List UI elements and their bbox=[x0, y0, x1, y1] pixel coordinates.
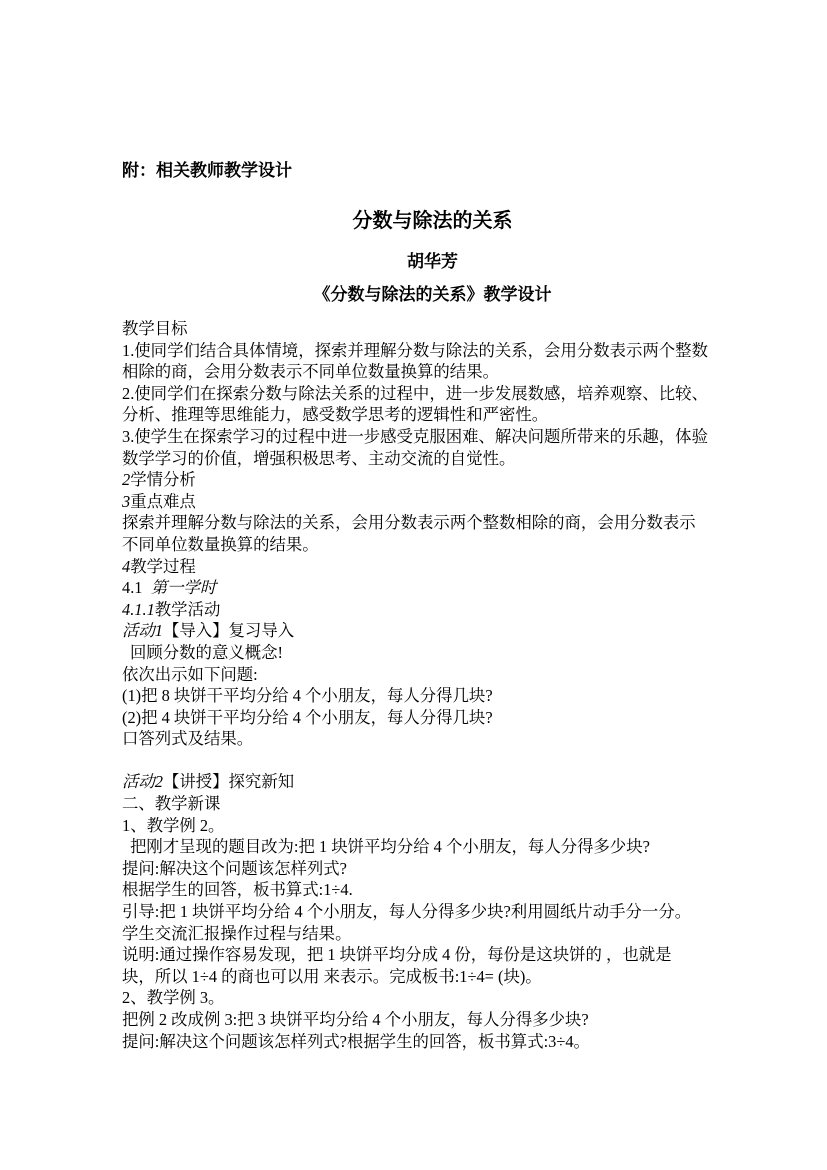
paragraph bbox=[122, 1031, 708, 1053]
document-title: 分数与除法的关系 bbox=[352, 210, 513, 232]
text-segment: 根据学生的回答，板书算式:1÷4. bbox=[122, 880, 353, 900]
paragraph bbox=[122, 556, 708, 578]
text-segment: 4.1 bbox=[122, 578, 151, 598]
text-segment: 探索并理解分数与除法的关系，会用分数表示两个整数相除的商，会用分数表示不同单位数量换算的结果。 bbox=[122, 513, 696, 554]
paragraph bbox=[122, 469, 708, 491]
text-segment: 提问:解决这个问题该怎样列式?根据学生的回答，板书算式:3÷4。 bbox=[122, 1031, 590, 1051]
text-segment: 学生交流汇报操作过程与结果。 bbox=[122, 923, 352, 943]
paragraph bbox=[122, 664, 708, 686]
text-segment: 口答列式及结果。 bbox=[122, 729, 254, 749]
text-segment: 引导:把 1 块饼平均分给 4 个小朋友，每人分得多少块?利用圆纸片动手分一分。 bbox=[122, 902, 692, 922]
paragraph bbox=[122, 944, 708, 987]
paragraph bbox=[122, 620, 708, 642]
document-subtitle: 《分数与除法的关系》教学设计 bbox=[313, 285, 552, 304]
text-segment: 教学活动 bbox=[154, 599, 221, 619]
text-segment: 4.1.1 bbox=[122, 599, 155, 619]
text-segment: 3 bbox=[122, 491, 131, 511]
paragraph bbox=[122, 815, 708, 837]
paragraph bbox=[122, 577, 708, 599]
paragraph bbox=[122, 642, 708, 664]
paragraph bbox=[122, 426, 708, 469]
text-segment: 2 bbox=[122, 470, 131, 490]
text-segment: 教学过程 bbox=[130, 556, 196, 576]
text-segment: 第一学时 bbox=[150, 578, 217, 598]
paragraph bbox=[122, 771, 708, 793]
attachment-note: 附：相关教师教学设计 bbox=[122, 161, 292, 180]
text-segment: 活动2 bbox=[122, 772, 163, 792]
paragraph bbox=[122, 491, 708, 513]
text-segment: 把刚才呈现的题目改为:把 1 块饼平均分给 4 个小朋友，每人分得多少块? bbox=[130, 837, 650, 857]
paragraph bbox=[122, 707, 708, 729]
paragraph bbox=[122, 879, 708, 901]
text-segment: 2.使同学们在探索分数与除法关系的过程中，进一步发展数感，培养观察、比较、分析、推理等思维能力，感受数学思考的逻辑性和严密性。 bbox=[122, 383, 708, 425]
paragraph bbox=[122, 383, 708, 426]
blank-line bbox=[122, 750, 708, 772]
text-segment: 【导入】复习导入 bbox=[162, 621, 295, 641]
paragraph bbox=[122, 836, 708, 858]
text-segment: 1、教学例 2。 bbox=[122, 815, 225, 835]
text-segment: 重点难点 bbox=[130, 491, 196, 511]
paragraph bbox=[122, 987, 708, 1009]
text-segment: 提问:解决这个问题该怎样列式? bbox=[122, 858, 347, 878]
text-segment: 学情分析 bbox=[130, 470, 196, 490]
text-segment: 4 bbox=[122, 556, 131, 576]
paragraph bbox=[122, 1009, 708, 1031]
text-segment: 说明:通过操作容易发现，把 1 块饼平均分成 4 份，每份是这块饼的 ，也就是 块，所以 1÷4 的商也可以用 来表示。完成板书:1÷4= (块)。 bbox=[122, 945, 676, 986]
text-segment: 二、教学新课 bbox=[122, 794, 221, 814]
paragraph bbox=[122, 599, 708, 621]
text-segment: 依次出示如下问题: bbox=[122, 664, 258, 684]
paragraph bbox=[122, 512, 708, 555]
author-name: 胡华芳 bbox=[407, 252, 458, 271]
paragraph bbox=[122, 858, 708, 880]
text-segment: 把例 2 改成例 3:把 3 块饼平均分给 4 个小朋友，每人分得多少块? bbox=[122, 1010, 589, 1029]
text-segment: 教学目标 bbox=[122, 319, 188, 338]
text-segment: 1.使同学们结合具体情境，探索并理解分数与除法的关系，会用分数表示两个整数相除的商，会用分数表示不同单位数量换算的结果。 bbox=[122, 340, 708, 382]
paragraph bbox=[122, 728, 708, 750]
text-segment: 活动1 bbox=[122, 621, 163, 641]
text-segment: 回顾分数的意义概念! bbox=[130, 642, 283, 662]
text-segment: 3.使学生在探索学习的过程中进一步感受克服困难、解决问题所带来的乐趣，体验数学学习的价值，增强积极思考、主动交流的自觉性。 bbox=[122, 426, 708, 468]
text-segment: (1)把 8 块饼干平均分给 4 个小朋友，每人分得几块? bbox=[122, 686, 493, 706]
text-segment: (2)把 4 块饼干平均分给 4 个小朋友，每人分得几块? bbox=[122, 707, 493, 727]
paragraph bbox=[122, 318, 708, 340]
paragraph bbox=[122, 901, 708, 923]
paragraph bbox=[122, 923, 708, 945]
paragraph bbox=[122, 685, 708, 707]
paragraph bbox=[122, 340, 708, 383]
document-body bbox=[122, 318, 708, 1052]
text-segment: 【讲授】探究新知 bbox=[162, 772, 295, 792]
paragraph bbox=[122, 793, 708, 815]
text-segment: 2、教学例 3。 bbox=[122, 988, 225, 1008]
